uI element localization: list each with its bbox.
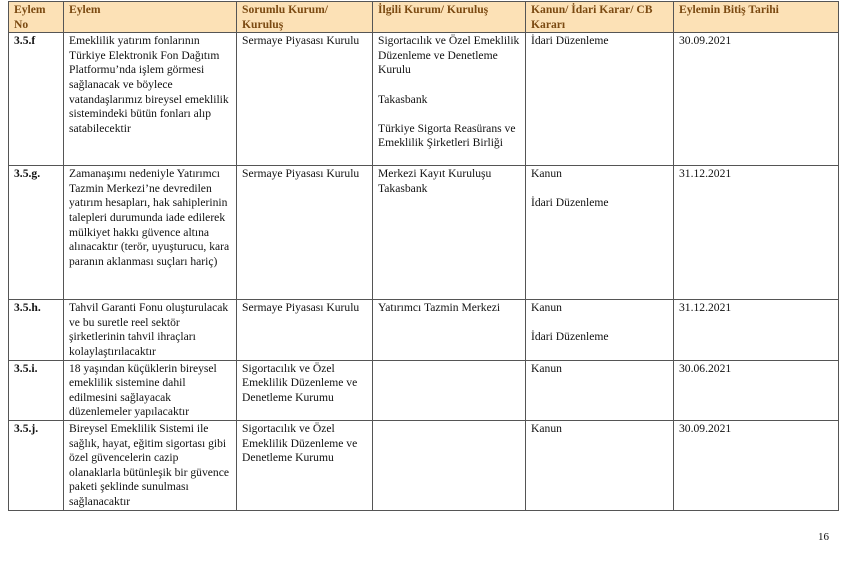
header-action-code: Eylem No [9,2,64,33]
table-row [9,360,839,420]
legal-instrument: Kanun [526,420,674,510]
action-description: Zamanaşımı nedeniyle Yatırımcı Tazmin Merkezi’ne devredilen yatırım hesapları, hak sahiplerinin talepleri durumunda iade edilerek mülkiyet hakkı güvence altına alınacaktır (terör, uyuşturucu, kara paranın aklanması suçları hariç) [64,166,237,300]
action-description: Emeklilik yatırım fonlarının Türkiye Elektronik Fon Dağıtım Platformu’nda işlem görmesi sağlanacak ve böylece vatandaşlarımız bireysel emeklilik sistemindeki bütün fonları alıp satabilecektir [64,33,237,166]
related-institution: Yatırımcı Tazmin Merkezi [373,300,526,360]
action-code: 3.5.g. [9,166,64,300]
header-legal-instrument: Kanun/ İdari Karar/ CB Kararı [526,2,674,33]
table-row [9,166,839,300]
responsible-institution: Sermaye Piyasası Kurulu [237,300,373,360]
deadline-date: 30.09.2021 [674,420,839,510]
deadline-date: 30.09.2021 [674,33,839,166]
header-deadline: Eylemin Bitiş Tarihi [674,2,839,33]
legal-instrument: İdari Düzenleme [526,33,674,166]
deadline-date: 31.12.2021 [674,300,839,360]
deadline-date: 31.12.2021 [674,166,839,300]
header-responsible-institution: Sorumlu Kurum/ Kuruluş [237,2,373,33]
legal-instrument: Kanun İdari Düzenleme [526,300,674,360]
related-institution [373,360,526,420]
responsible-institution: Sigortacılık ve Özel Emeklilik Düzenleme ve Denetleme Kurumu [237,360,373,420]
action-description: Tahvil Garanti Fonu oluşturulacak ve bu suretle reel sektör şirketlerinin tahvil ihraçları kolaylaştırılacaktır [64,300,237,360]
responsible-institution: Sermaye Piyasası Kurulu [237,166,373,300]
action-code: 3.5.j. [9,420,64,510]
table-row [9,420,839,510]
legal-instrument: Kanun İdari Düzenleme [526,166,674,300]
action-plan-table [8,1,839,511]
action-description: 18 yaşından küçüklerin bireysel emeklilik sistemine dahil edilmesini sağlayacak düzenlemeler yapılacaktır [64,360,237,420]
action-code: 3.5.h. [9,300,64,360]
responsible-institution: Sigortacılık ve Özel Emeklilik Düzenleme ve Denetleme Kurumu [237,420,373,510]
table-header-row [9,2,839,33]
table-row [9,33,839,166]
related-institution: Sigortacılık ve Özel Emeklilik Düzenleme ve Denetleme Kurulu Takasbank Türkiye Sigorta Reasürans ve Emeklilik Şirketleri Birliği [373,33,526,166]
legal-instrument: Kanun [526,360,674,420]
related-institution [373,420,526,510]
responsible-institution: Sermaye Piyasası Kurulu [237,33,373,166]
action-description: Bireysel Emeklilik Sistemi ile sağlık, hayat, eğitim sigortası gibi özel güvencelerin cazip olanaklarla bütünleşik bir güvence paketi şeklinde sunulması sağlanacaktır [64,420,237,510]
action-code: 3.5.f [9,33,64,166]
header-action: Eylem [64,2,237,33]
deadline-date: 30.06.2021 [674,360,839,420]
header-related-institution: İlgili Kurum/ Kuruluş [373,2,526,33]
related-institution: Merkezi Kayıt Kuruluşu Takasbank [373,166,526,300]
table-row [9,300,839,360]
action-code: 3.5.i. [9,360,64,420]
page-number: 16 [818,531,829,543]
